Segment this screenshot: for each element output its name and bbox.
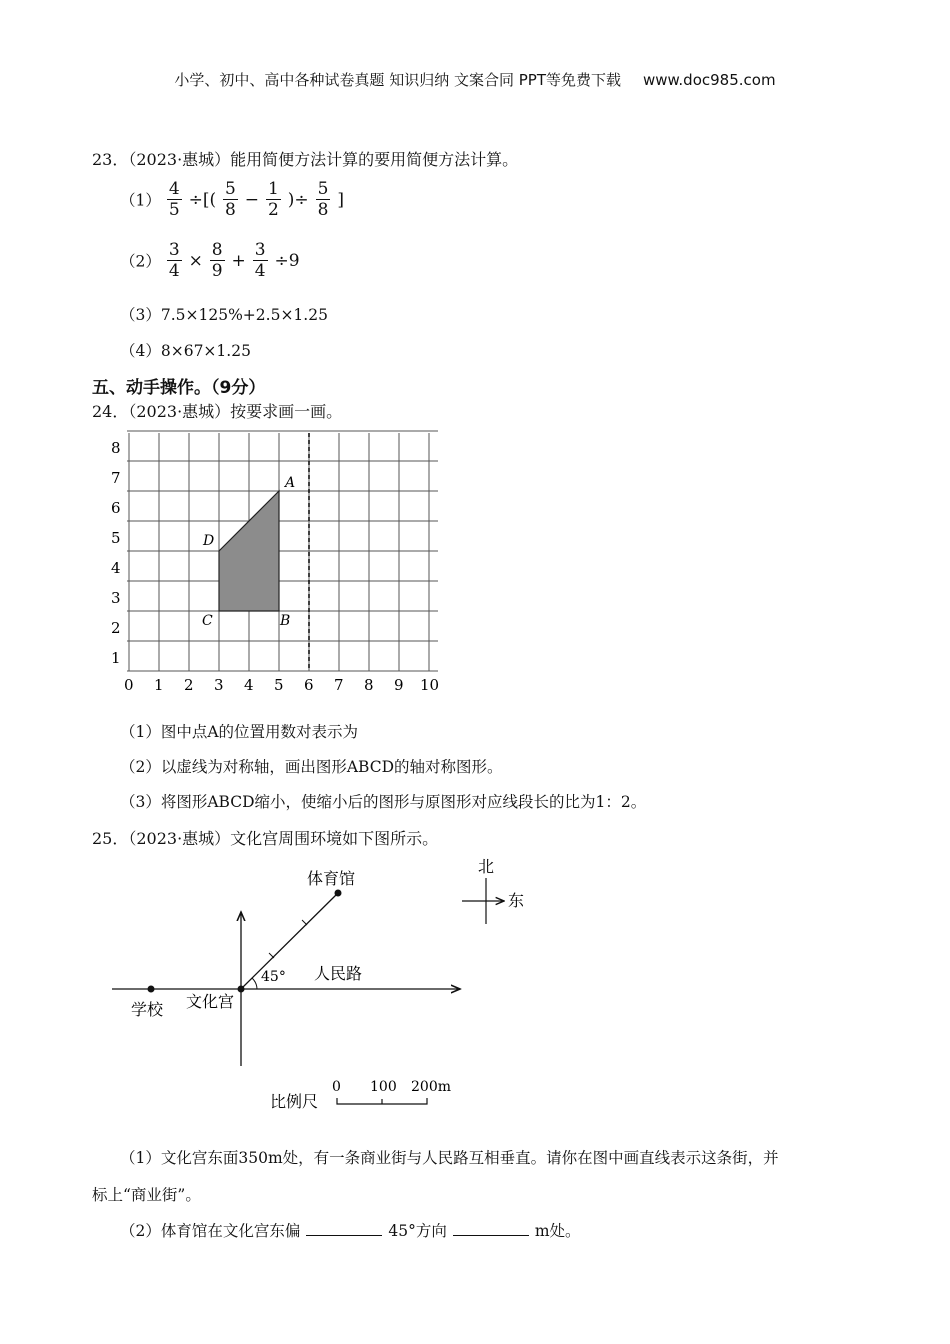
- q25-step-2: [120, 1219, 581, 1241]
- section-five-heading: 五、动手操作。（9分）: [92, 378, 266, 398]
- x-axis-labels: [124, 676, 439, 694]
- y-tick-label: 8: [111, 439, 121, 457]
- coordinate-grid: [100, 425, 450, 697]
- location-map: [100, 850, 540, 1118]
- angle-arc: [252, 978, 257, 989]
- fraction: $\frac{3}{4}$: [254, 240, 266, 281]
- y-axis-labels: [111, 439, 121, 667]
- x-tick-label: 0: [124, 676, 134, 694]
- q25-step-2-b: 45°方向: [388, 1222, 447, 1240]
- item-label: （2）: [120, 252, 161, 271]
- east-label: 东: [508, 891, 525, 910]
- q25-step-2-a: （2）体育馆在文化宫东偏: [120, 1222, 301, 1240]
- tick-mark: [269, 953, 274, 958]
- gym-point: [335, 890, 342, 897]
- x-tick-label: 2: [184, 676, 194, 694]
- q23-item-2: [120, 240, 301, 281]
- q25-step-1b: 标上“商业街”。: [92, 1186, 201, 1204]
- operator: +: [231, 250, 246, 271]
- x-tick-label: 1: [154, 676, 164, 694]
- y-tick-label: 3: [111, 589, 121, 607]
- y-tick-label: 7: [111, 469, 121, 487]
- x-tick-label: 8: [364, 676, 374, 694]
- fraction: $\frac{5}{8}$: [225, 179, 236, 220]
- gridlines: [127, 431, 438, 671]
- school-label: 学校: [131, 1000, 164, 1019]
- point-d-label: D: [203, 533, 215, 549]
- fraction: $\frac{4}{5}$: [168, 179, 180, 220]
- q23-item-4: （4）8×67×1.25: [120, 342, 251, 360]
- fraction: $\frac{8}{9}$: [211, 240, 223, 281]
- x-tick-label: 7: [334, 676, 344, 694]
- north-label: 北: [478, 857, 495, 876]
- y-tick-label: 1: [111, 649, 121, 667]
- x-tick-label: 6: [304, 676, 314, 694]
- y-tick-label: 6: [111, 499, 121, 517]
- scale-0: 0: [332, 1079, 341, 1095]
- x-tick-label: 10: [420, 676, 440, 694]
- q24-step-2: （2）以虚线为对称轴，画出图形ABCD的轴对称图形。: [120, 758, 503, 776]
- palace-label: 文化宫: [186, 992, 235, 1011]
- gym-label: 体育馆: [307, 869, 356, 888]
- point-c-label: C: [202, 613, 213, 629]
- q24-step-3: （3）将图形ABCD缩小，使缩小后的图形与原图形对应线段长的比为1：2。: [120, 793, 647, 811]
- header-url[interactable]: www.doc985.com: [642, 71, 776, 89]
- tick-mark: [302, 920, 307, 925]
- answer-blank[interactable]: [306, 1221, 382, 1236]
- fraction: $\frac{3}{4}$: [168, 240, 180, 281]
- scale-100: 100: [370, 1079, 397, 1095]
- q24-title: 24．（2023·惠城）按要求画一画。: [92, 402, 343, 421]
- x-tick-label: 9: [394, 676, 404, 694]
- operator: ÷9: [274, 250, 300, 271]
- operator: −: [244, 189, 260, 210]
- y-tick-label: 2: [111, 619, 121, 637]
- operator: ÷[(: [188, 189, 217, 210]
- point-b-label: B: [280, 613, 291, 629]
- x-tick-label: 4: [244, 676, 254, 694]
- q23-item-3: （3）7.5×125%+2.5×1.25: [120, 306, 328, 324]
- x-tick-label: 5: [274, 676, 284, 694]
- q24-step-1: （1）图中点A的位置用数对表示为: [120, 723, 359, 741]
- page-header: [0, 69, 950, 90]
- operator: ]: [337, 189, 344, 210]
- scale-label: 比例尺: [270, 1092, 319, 1111]
- fraction: $\frac{5}{8}$: [317, 179, 329, 220]
- fraction: $\frac{1}{2}$: [267, 179, 279, 220]
- x-tick-label: 3: [214, 676, 224, 694]
- header-text: 小学、初中、高中各种试卷真题 知识归纳 文案合同 PPT等免费下载: [174, 71, 621, 89]
- angle-label: 45°: [261, 969, 286, 985]
- item-label: （1）: [120, 191, 161, 210]
- point-a-label: A: [285, 475, 296, 491]
- school-point: [148, 986, 155, 993]
- q25-step-1a: （1）文化宫东面350m处，有一条商业街与人民路互相垂直。请你在图中画直线表示这条街，并: [120, 1149, 779, 1167]
- operator: ×: [188, 250, 203, 271]
- q23-item-1: [120, 179, 345, 220]
- scale-200: 200m: [411, 1079, 451, 1095]
- q25-title: 25．（2023·惠城）文化宫周围环境如下图所示。: [92, 829, 439, 848]
- operator: )÷: [287, 189, 309, 210]
- y-tick-label: 5: [111, 529, 121, 547]
- palace-point: [238, 986, 245, 993]
- road-label: 人民路: [314, 964, 363, 983]
- answer-blank[interactable]: [453, 1221, 529, 1236]
- q25-step-2-c: m处。: [534, 1222, 581, 1240]
- y-tick-label: 4: [111, 559, 121, 577]
- q23-title: 23．（2023·惠城）能用简便方法计算的要用简便方法计算。: [92, 150, 519, 169]
